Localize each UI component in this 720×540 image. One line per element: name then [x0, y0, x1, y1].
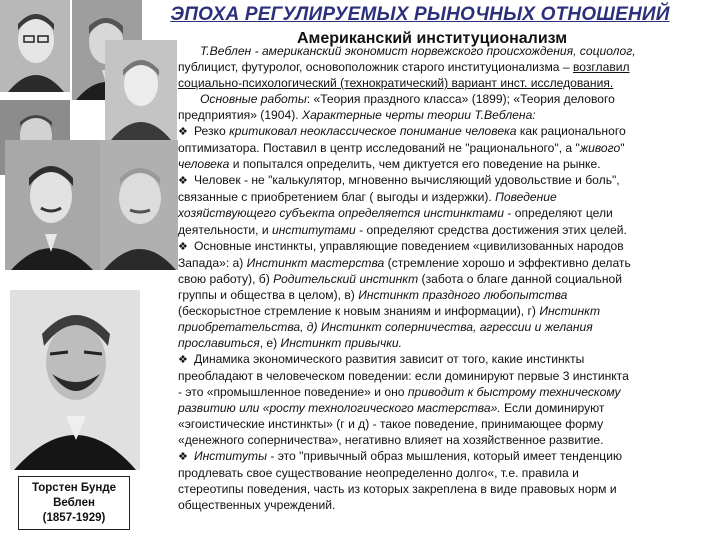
bullet-icon: ❖: [178, 126, 188, 139]
bullet-item: ❖ Основные инстинкты, управляющие поведением «цивилизованных народов: [178, 238, 714, 255]
intro-line: социально-психологический (технократический) вариант инст. исследования.: [178, 76, 614, 91]
bullet-line: Запада»: а) Инстинкт мастерства (стремление хорошо и эффективно делать: [178, 255, 631, 270]
bullet-item: ❖ Резко критиковал неоклассическое понимание человека как рационального: [178, 123, 714, 140]
bullet-icon: ❖: [178, 451, 188, 464]
bullet-line: деятельности, и институтами - определяют средства достижения этих целей.: [178, 222, 627, 237]
portrait-photo-1: [0, 0, 70, 92]
bullet-icon: ❖: [178, 353, 188, 366]
bullet-item: ❖ Динамика экономического развития зависит от того, какие инстинкты: [178, 351, 714, 368]
bullet-item: ❖ Институты - это "привычный образ мышления, который имеет тенденцию: [178, 448, 714, 465]
bullet-line: стереотипы поведения, часть из которых закреплена в виде правовых норм и: [178, 482, 617, 497]
portrait-caption: [18, 476, 130, 530]
bullet-line: «денежного соперничества», негативно влияет на хозяйственное развитие.: [178, 433, 604, 448]
portrait-photo-5: [5, 140, 100, 270]
bullet-line: продлевать свое существование неопределенно долго«, т.е. правила и: [178, 466, 579, 481]
caption-name-line1: Торстен Бунде: [31, 481, 117, 494]
works-line: предприятия» (1904). Характерные черты теории Т.Веблена:: [178, 108, 536, 123]
works-line: Основные работы: «Теория праздного класса» (1899); «Теория делового: [200, 92, 615, 107]
portrait-photo-3: [105, 40, 177, 140]
veblen-portrait-photo: [10, 290, 140, 470]
bullet-line: развитию или «росту технологического мастерства». Если доминируют: [178, 401, 605, 416]
bullet-line: группы и общества в целом), в) Инстинкт праздного любопытства: [178, 287, 568, 302]
bullet-line: хозяйствующего субъекта определяется инстинктами - определяют цели: [178, 206, 613, 221]
bullet-line: прославиться, е) Инстинкт привычки.: [178, 335, 403, 350]
caption-name-line2: Веблен: [53, 496, 95, 509]
bullet-line: оптимизатора. Поставил в центр исследований не "рационального", а "живого": [178, 141, 625, 156]
main-title: ЭПОХА РЕГУЛИРУЕМЫХ РЫНОЧНЫХ ОТНОШЕНИЙ: [170, 4, 670, 25]
body-text: [178, 43, 714, 513]
bullet-line: человека и попытался определить, чем диктуется его поведение на рынке.: [178, 157, 601, 172]
bullet-line: преобладают в человеческом поведении: если доминируют первые 3 инстинкта: [178, 368, 629, 383]
bullet-line: свою работу), б) Родительский инстинкт (забота о благе данной социальной: [178, 271, 623, 286]
bullet-icon: ❖: [178, 175, 188, 188]
bullet-line: (бескорыстное стремление к новым знаниям и информации), г) Инстинкт: [178, 303, 601, 318]
bullet-line: приобретательства, д) Инстинкт соперничества, агрессии и желания: [178, 319, 593, 334]
bullet-icon: ❖: [178, 240, 188, 253]
bullet-line: - это «промышленное поведение» и оно приводит к быстрому техническому: [178, 384, 621, 399]
bullet-line: «эгоистические инстинкты» (г и д) - такое поведение, принимающее форму: [178, 417, 604, 432]
subtitle: Американский институционализм: [296, 30, 568, 47]
bullet-line: связанные с приобретением благ ( выгоды и издержки). Поведение: [178, 190, 557, 205]
bullet-item: ❖ Человек - не "калькулятор, мгновенно вычисляющий удовольствие и боль",: [178, 172, 714, 189]
bullet-line: общественных учреждений.: [178, 498, 336, 513]
intro-line: Т.Веблен - американский экономист норвежского происхождения, социолог,: [200, 44, 636, 58]
portrait-photo-6: [100, 140, 178, 270]
intro-line: публицист, футуролог, основоположник старого институционализма – возглавил: [178, 60, 630, 75]
caption-years: (1857-1929): [42, 511, 106, 524]
